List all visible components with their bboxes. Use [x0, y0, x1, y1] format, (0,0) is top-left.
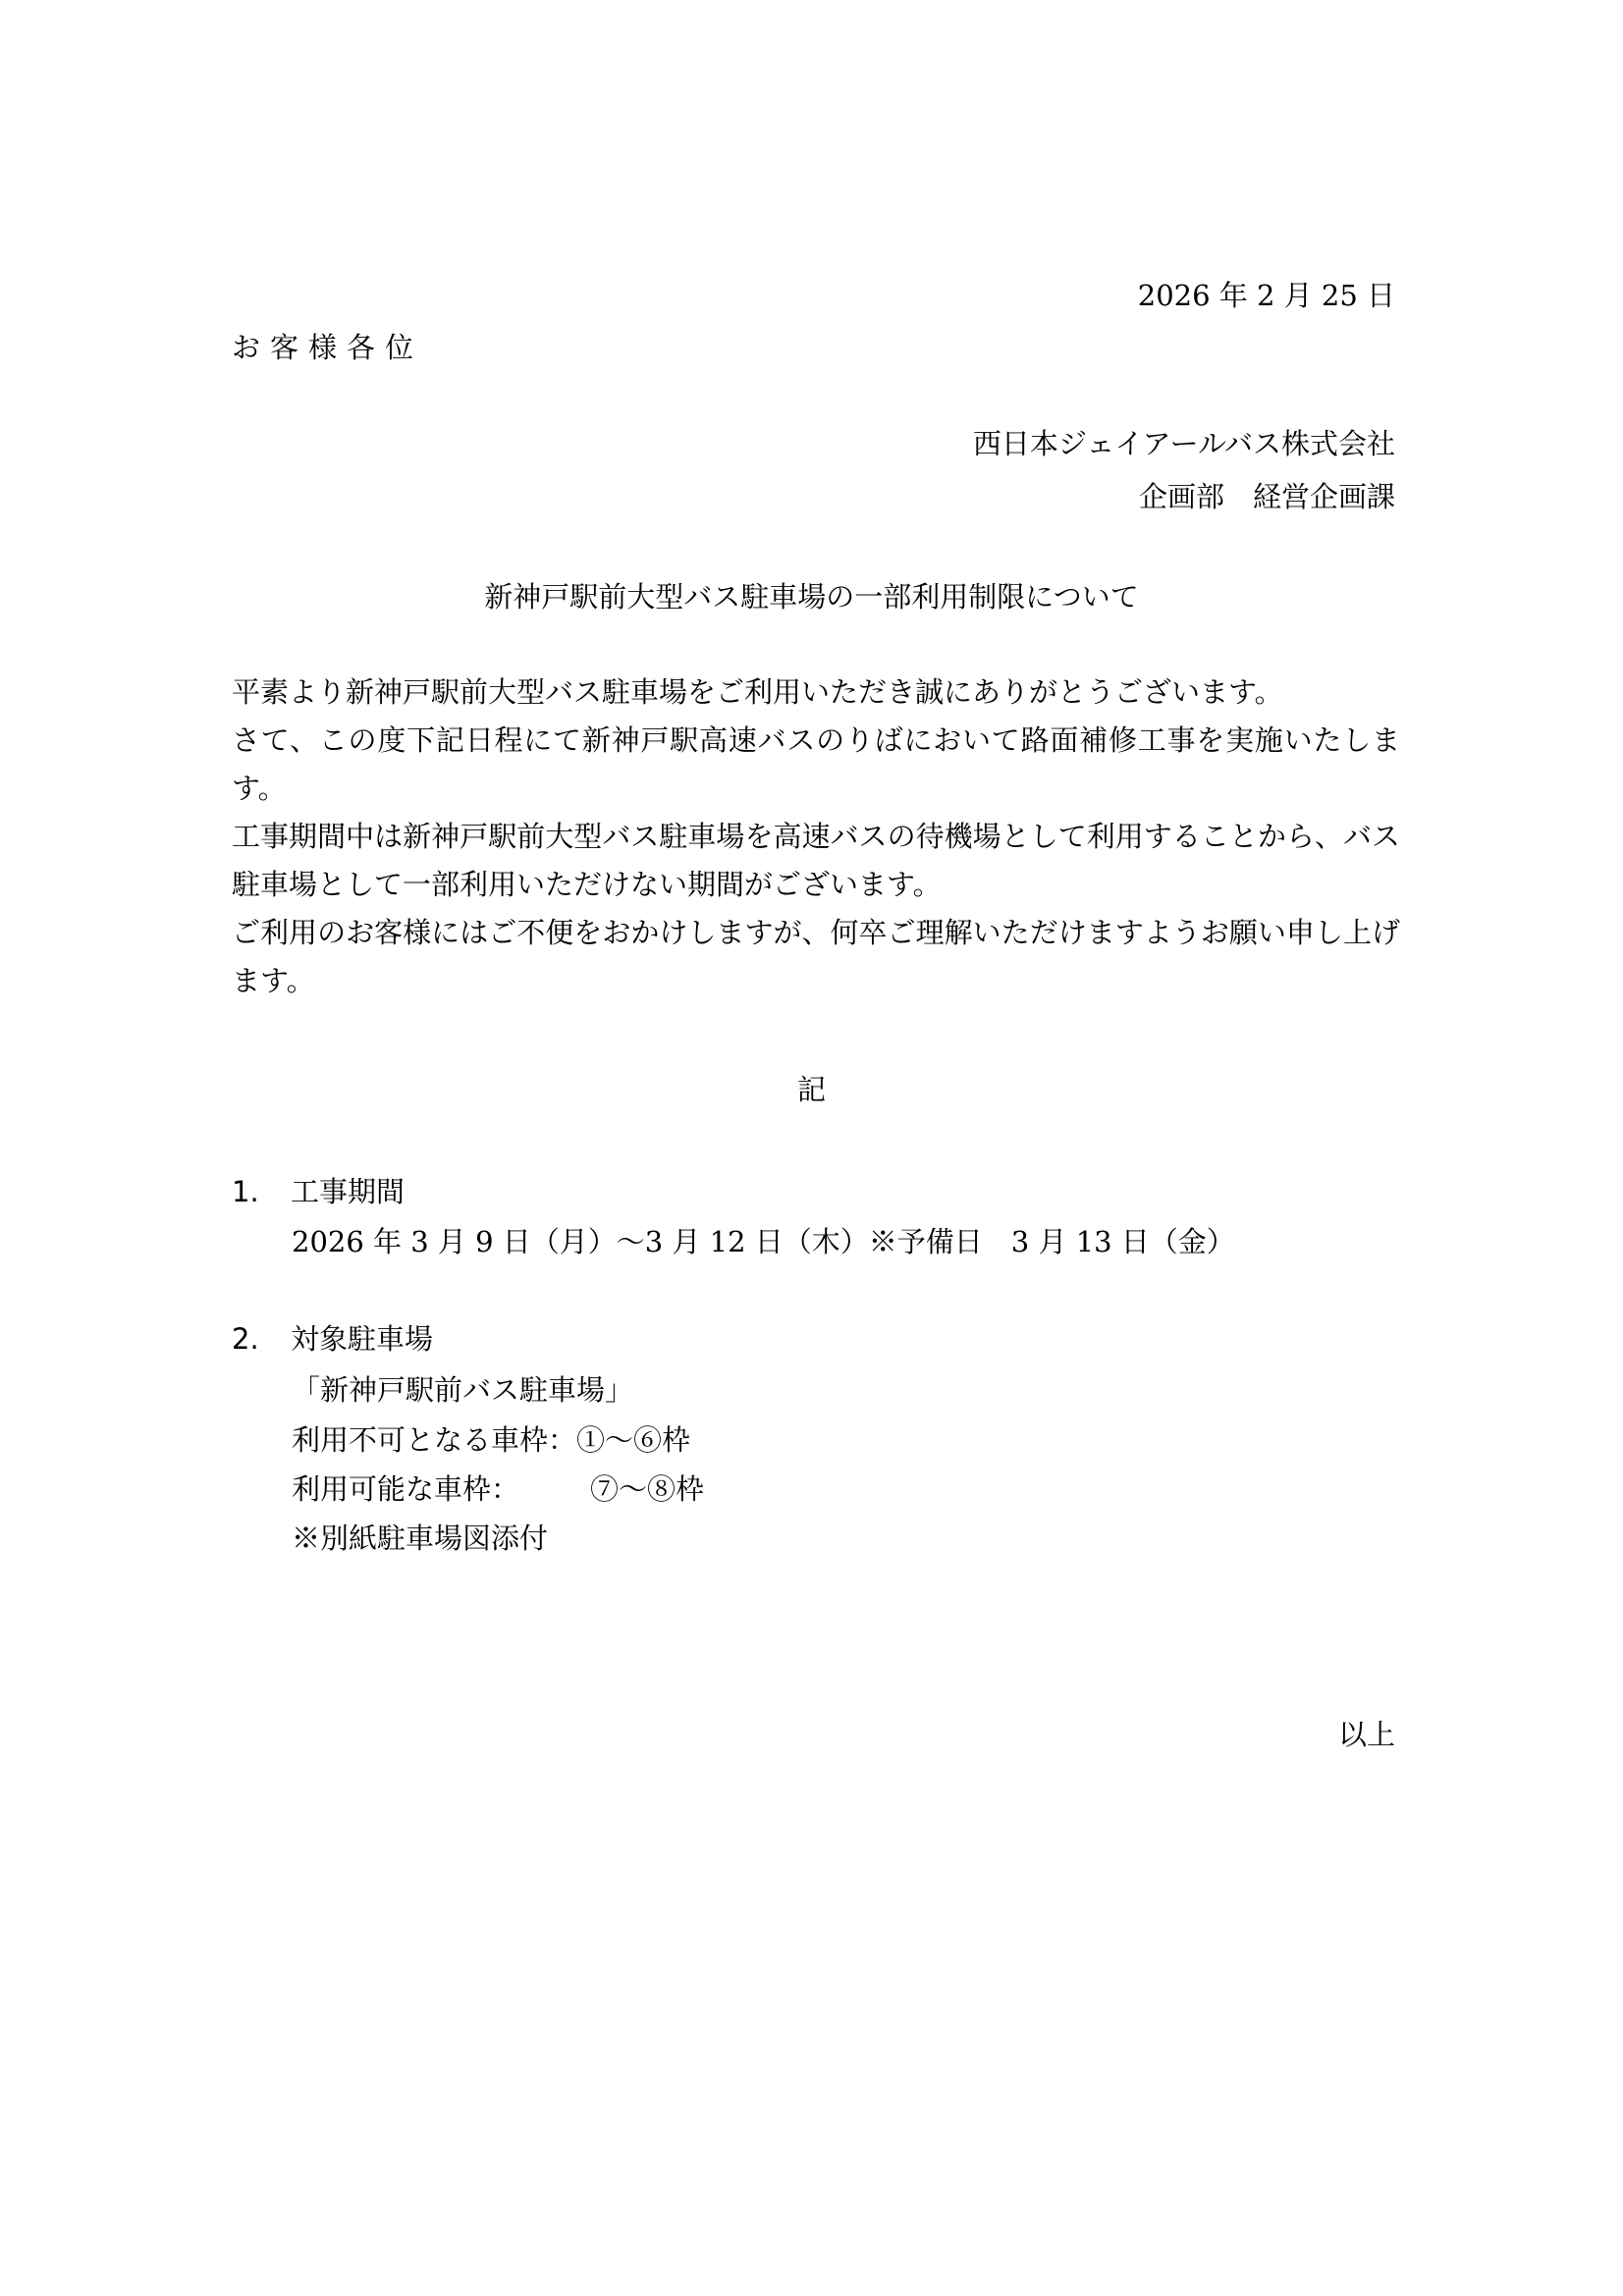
unavailable-slots: 利用不可となる車枠：①～⑥枠	[292, 1423, 691, 1457]
section-title: 対象駐車場	[291, 1322, 434, 1356]
document-date: 2026 年 2 月 25 日	[1137, 279, 1395, 312]
available-slots	[292, 1469, 704, 1509]
section-heading-parking	[232, 1319, 433, 1359]
section-number: 2.	[232, 1322, 259, 1356]
body-paragraph: さて、この度下記日程にて新神戸駅高速バスのりばにおいて路面補修工事を実施いたします。	[232, 723, 1400, 805]
notes-marker: 記	[796, 1073, 826, 1106]
section-number: 1.	[232, 1175, 259, 1208]
available-slots-label: 利用可能な車枠：	[292, 1472, 520, 1506]
body-paragraph: 平素より新神戸駅前大型バス駐車場をご利用いただき誠にありがとうございます。	[232, 675, 1283, 709]
section-title: 工事期間	[291, 1175, 406, 1208]
section-heading-period	[232, 1172, 405, 1211]
closing-mark: 以上	[1337, 1718, 1395, 1751]
department-name: 企画部 経営企画課	[1138, 480, 1395, 513]
construction-period: 2026 年 3 月 9 日（月）～3 月 12 日（木）※予備日 3 月 13 日（金）	[292, 1225, 1235, 1258]
document-title: 新神戸駅前大型バス駐車場の一部利用制限について	[484, 580, 1139, 614]
company-name: 西日本ジェイアールバス株式会社	[972, 427, 1395, 460]
attachment-note: ※別紙駐車場図添付	[292, 1522, 549, 1555]
body-paragraph: 工事期間中は新神戸駅前大型バス駐車場を高速バスの待機場として利用することから、バス駐車場として一部利用いただけない期間がございます。	[232, 820, 1400, 901]
body-paragraph: ご利用のお客様にはご不便をおかけしますが、何卒ご理解いただけますようお願い申し上げます。	[232, 916, 1400, 997]
addressee: お客様各位	[232, 331, 424, 364]
available-slots-value: ⑦～⑧枠	[590, 1472, 705, 1506]
parking-lot-name: 「新神戸駅前バス駐車場」	[292, 1373, 634, 1407]
body-text	[232, 668, 1400, 1005]
